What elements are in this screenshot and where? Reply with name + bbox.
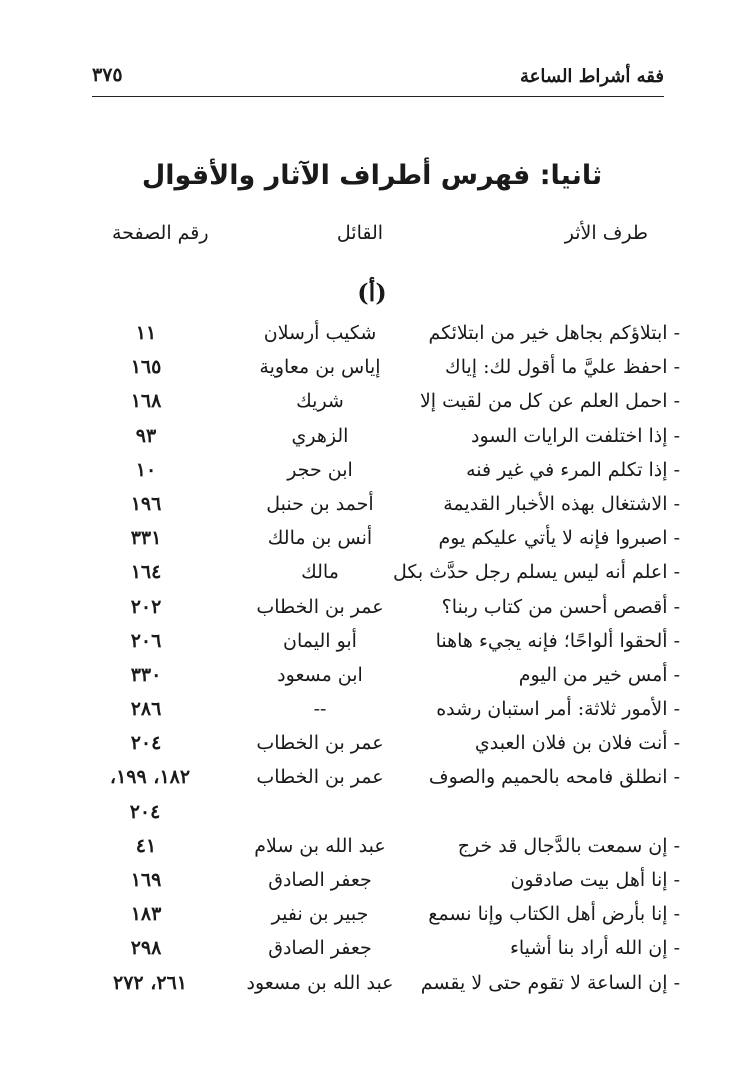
page-number: ٣٧٥: [92, 64, 123, 86]
letter-heading: (أ): [357, 278, 387, 307]
running-header: [92, 62, 664, 97]
index-entry: [0, 489, 744, 523]
entry-speaker: جبير بن نفير: [271, 903, 369, 926]
entry-speaker: عبد الله بن سلام: [254, 834, 386, 857]
index-entry: [0, 660, 744, 694]
entry-phrase: - اصبروا فإنه لا يأتي عليكم يوم: [438, 527, 680, 550]
entry-phrase: - إنا أهل بيت صادقون: [510, 869, 680, 891]
index-entry: [0, 523, 744, 557]
running-title: فقه أشراط الساعة: [520, 66, 664, 87]
index-entry: [0, 455, 744, 489]
entry-pages: ٩٣: [135, 424, 157, 447]
entry-speaker: جعفر الصادق: [268, 869, 372, 891]
entry-pages: ٢٠٤: [129, 800, 161, 823]
entry-pages: ٢٨٦: [130, 698, 162, 721]
entry-speaker: أبو اليمان: [283, 629, 357, 652]
entry-pages: ١٨٣: [130, 903, 162, 926]
entry-speaker: جعفر الصادق: [268, 937, 372, 960]
entry-phrase: - اعلم أنه ليس يسلم رجل حدَّث بكل: [392, 561, 680, 584]
entry-pages: ٣٣١: [130, 527, 162, 550]
index-entry: [0, 421, 744, 455]
entry-speaker: ابن حجر: [287, 458, 353, 481]
index-entry: [0, 592, 744, 626]
entry-pages: ٢٠٦: [130, 629, 162, 652]
entry-speaker: الزهري: [291, 424, 349, 447]
index-entry: [0, 968, 744, 1002]
entry-pages: ٢٠٤: [130, 732, 162, 755]
entry-speaker: عبد الله بن مسعود: [246, 971, 394, 994]
index-entry: [0, 865, 744, 899]
entry-phrase: - أمس خير من اليوم: [518, 663, 680, 686]
entry-speaker: --: [313, 698, 327, 721]
index-entry: [0, 557, 744, 591]
section-title: ثانيا: فهرس أطراف الآثار والأقوال: [141, 160, 603, 191]
entry-phrase: - ألحقوا ألواحًا؛ فإنه يجيء هاهنا: [435, 629, 680, 652]
index-entry: [0, 626, 744, 660]
entry-pages: ١٠: [135, 458, 157, 481]
entry-phrase: - إنا بأرض أهل الكتاب وإنا نسمع: [428, 903, 680, 926]
column-header-page: رقم الصفحة: [112, 222, 209, 244]
entry-pages: ٢٩٨: [130, 937, 162, 960]
entry-phrase: - إن سمعت بالدَّجال قد خرج: [457, 834, 680, 857]
index-entry: [0, 318, 744, 352]
index-entry: [0, 728, 744, 762]
entry-phrase: - أقصص أحسن من كتاب ربنا؟: [441, 595, 680, 618]
index-entries: [0, 318, 744, 1002]
entry-phrase: - انطلق فامحه بالحميم والصوف: [428, 766, 680, 789]
entry-phrase: - إن الساعة لا تقوم حتى لا يقسم: [420, 971, 680, 994]
entry-pages: ١٦٨: [130, 390, 162, 413]
entry-pages: ١٦٤: [130, 561, 162, 584]
entry-pages: ٢٠٢: [130, 595, 162, 618]
entry-pages: ١٦٥: [130, 356, 162, 379]
entry-phrase: - الاشتغال بهذه الأخبار القديمة: [443, 492, 680, 515]
entry-pages: ١٦٩: [130, 869, 162, 891]
column-headers: [0, 222, 744, 252]
entry-pages: ١٨٢، ١٩٩،: [109, 766, 191, 789]
entry-speaker: أنس بن مالك: [267, 527, 373, 550]
entry-pages: ١١: [135, 322, 157, 344]
entry-speaker: أحمد بن حنبل: [266, 492, 374, 515]
entry-speaker: مالك: [301, 561, 339, 584]
entry-phrase: - إذا اختلفت الرايات السود: [471, 424, 680, 447]
entry-pages: ٣٣٠: [130, 663, 162, 686]
column-header-speaker: القائل: [336, 222, 384, 244]
entry-speaker: شريك: [296, 390, 344, 413]
entry-speaker: عمر بن الخطاب: [256, 732, 384, 755]
entry-speaker: إياس بن معاوية: [259, 356, 381, 379]
index-entry-continuation: [0, 797, 744, 831]
entry-speaker: عمر بن الخطاب: [256, 766, 384, 789]
index-entry: [0, 352, 744, 386]
entry-phrase: - الأمور ثلاثة: أمر استبان رشده: [436, 698, 680, 721]
entry-pages: ٢٦١، ٢٧٢: [113, 971, 187, 994]
entry-phrase: - احمل العلم عن كل من لقيت إلا: [419, 390, 680, 413]
index-entry: [0, 831, 744, 865]
entry-speaker: عمر بن الخطاب: [256, 595, 384, 618]
entry-phrase: - احفظ عليَّ ما أقول لك: إياك: [445, 356, 680, 379]
entry-phrase: - إذا تكلم المرء في غير فنه: [466, 458, 680, 481]
entry-pages: ٤١: [135, 834, 157, 857]
index-entry: [0, 762, 744, 796]
index-entry: [0, 933, 744, 967]
index-entry: [0, 899, 744, 933]
entry-speaker: ابن مسعود: [277, 663, 363, 686]
entry-phrase: - إن الله أراد بنا أشياء: [509, 937, 680, 960]
entry-phrase: - ابتلاؤكم بجاهل خير من ابتلائكم: [428, 322, 680, 344]
entry-speaker: شكيب أرسلان: [263, 322, 377, 344]
index-entry: [0, 694, 744, 728]
column-header-phrase: طرف الأثر: [564, 222, 648, 244]
entry-phrase: - أنت فلان بن فلان العبدي: [474, 732, 680, 755]
entry-pages: ١٩٦: [130, 492, 162, 515]
index-entry: [0, 386, 744, 420]
